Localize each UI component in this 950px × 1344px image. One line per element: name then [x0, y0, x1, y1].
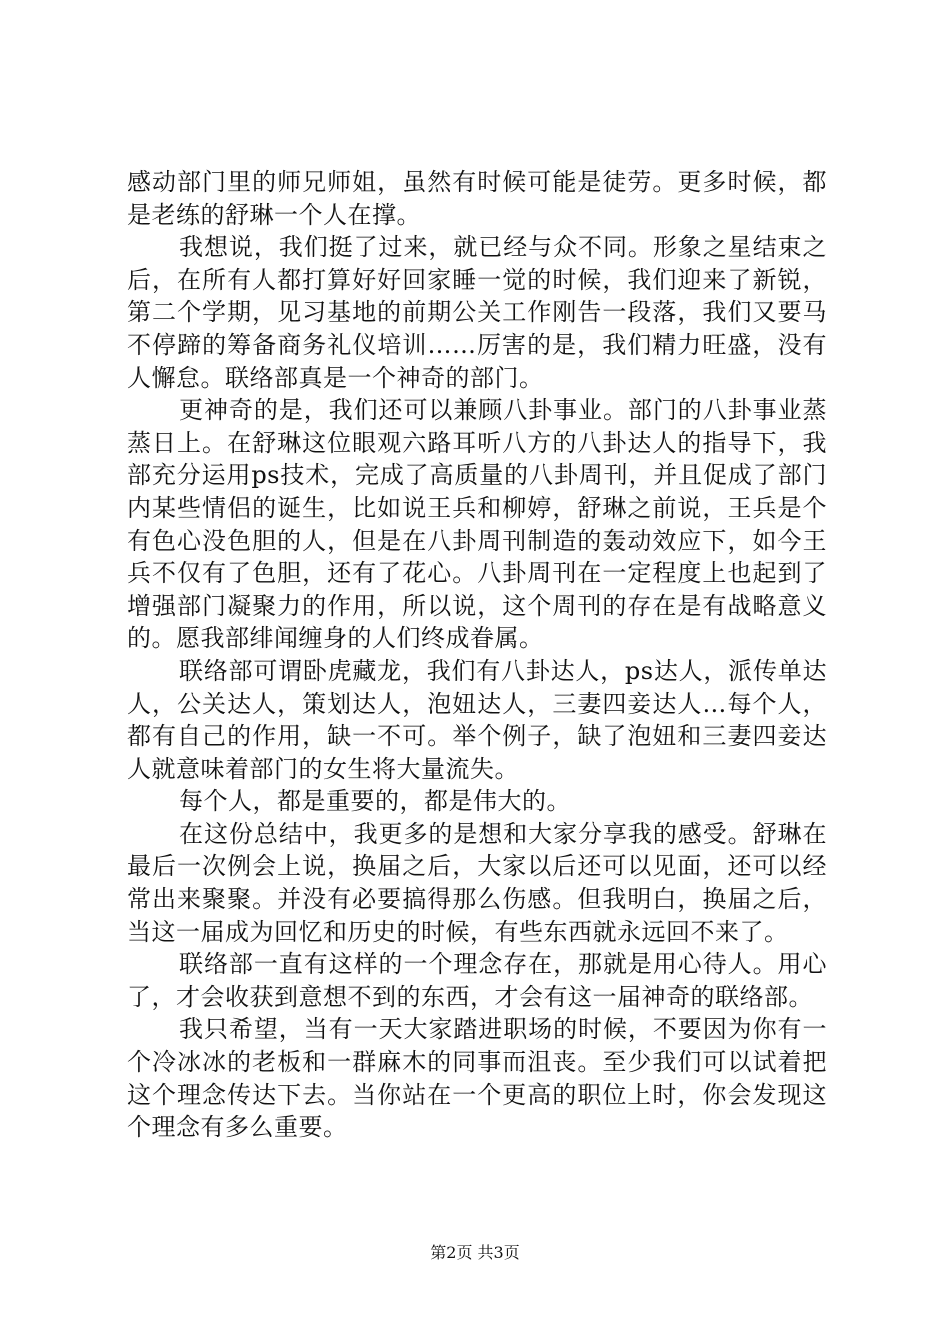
paragraph-4: 联络部可谓卧虎藏龙，我们有八卦达人，ps达人，派传单达人，公关达人，策划达人，泡妞达人，三妻四妾达人…每个人，都有自己的作用，缺一不可。举个例子，缺了泡妞和三妻四妾达人就意味着部门的女生将大量流失。: [127, 656, 827, 783]
paragraph-7: 联络部一直有这样的一个理念存在，那就是用心待人。用心了，才会收获到意想不到的东西，才会有这一届神奇的联络部。: [127, 950, 827, 1011]
paragraph-1: 感动部门里的师兄师姐，虽然有时候可能是徒劳。更多时候，都是老练的舒琳一个人在撑。: [127, 168, 827, 229]
page-number-label: 第2页 共3页: [430, 1243, 520, 1262]
paragraph-5: 每个人，都是重要的，都是伟大的。: [179, 787, 571, 816]
page-footer: [0, 1243, 950, 1263]
paragraph-6: 在这份总结中，我更多的是想和大家分享我的感受。舒琳在最后一次例会上说，换届之后，大家以后还可以见面，还可以经常出来聚聚。并没有必要搞得那么伤感。但我明白，换届之后，当这一届成为回忆和历史的时候，有些东西就永远回不来了。: [127, 819, 827, 946]
document-body: [127, 166, 827, 1144]
paragraph-2: 我想说，我们挺了过来，就已经与众不同。形象之星结束之后，在所有人都打算好好回家睡一觉的时候，我们迎来了新锐，第二个学期，见习基地的前期公关工作刚告一段落，我们又要马不停蹄的筹备商务礼仪培训……厉害的是，我们精力旺盛，没有人懈怠。联络部真是一个神奇的部门。: [127, 233, 827, 392]
paragraph-8: 我只希望，当有一天大家踏进职场的时候，不要因为你有一个冷冰冰的老板和一群麻木的同事而沮丧。至少我们可以试着把这个理念传达下去。当你站在一个更高的职位上时，你会发现这个理念有多么重要。: [127, 1015, 827, 1142]
paragraph-3: 更神奇的是，我们还可以兼顾八卦事业。部门的八卦事业蒸蒸日上。在舒琳这位眼观六路耳听八方的八卦达人的指导下，我部充分运用ps技术，完成了高质量的八卦周刊，并且促成了部门内某些情侣的诞生，比如说王兵和柳婷，舒琳之前说，王兵是个有色心没色胆的人，但是在八卦周刊制造的轰动效应下，如今王兵不仅有了色胆，还有了花心。八卦周刊在一定程度上也起到了增强部门凝聚力的作用，所以说，这个周刊的存在是有战略意义的。愿我部绯闻缠身的人们终成眷属。: [127, 396, 827, 653]
